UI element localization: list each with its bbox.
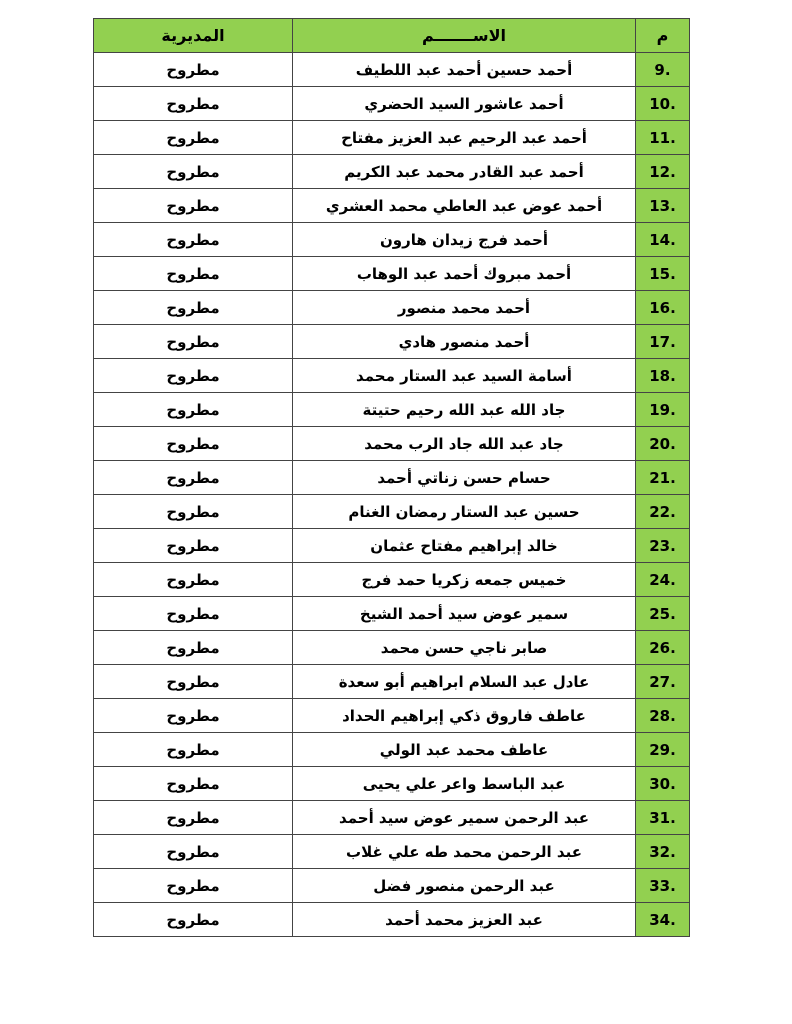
row-directorate: مطروح [94,53,293,87]
table-row [94,869,690,903]
row-number: 30. [636,767,690,801]
row-directorate: مطروح [94,631,293,665]
header-row [94,19,690,53]
row-name: أسامة السيد عبد الستار محمد [293,359,636,393]
row-name: صابر ناجي حسن محمد [293,631,636,665]
row-number: 28. [636,699,690,733]
row-number: 23. [636,529,690,563]
row-directorate: مطروح [94,359,293,393]
table-row [94,665,690,699]
row-name: حسين عبد الستار رمضان الغنام [293,495,636,529]
row-number: 32. [636,835,690,869]
table-row [94,325,690,359]
header-directorate: المديرية [94,19,293,53]
table-row [94,597,690,631]
table-row [94,53,690,87]
row-name: حسام حسن زناتي أحمد [293,461,636,495]
row-directorate: مطروح [94,427,293,461]
row-name: أحمد عوض عبد العاطي محمد العشري [293,189,636,223]
header-num: م [636,19,690,53]
row-directorate: مطروح [94,495,293,529]
table-row [94,903,690,937]
header-name: الاســـــــم [293,19,636,53]
row-directorate: مطروح [94,529,293,563]
row-number: 27. [636,665,690,699]
row-number: 9. [636,53,690,87]
row-directorate: مطروح [94,869,293,903]
row-number: 26. [636,631,690,665]
row-name: عبد الرحمن منصور فضل [293,869,636,903]
row-number: 25. [636,597,690,631]
row-directorate: مطروح [94,393,293,427]
table-row [94,835,690,869]
row-directorate: مطروح [94,325,293,359]
row-name: جاد الله عبد الله رحيم حتيتة [293,393,636,427]
row-number: 11. [636,121,690,155]
row-name: جاد عبد الله جاد الرب محمد [293,427,636,461]
row-directorate: مطروح [94,699,293,733]
row-name: عبد العزيز محمد أحمد [293,903,636,937]
row-directorate: مطروح [94,563,293,597]
row-name: عادل عبد السلام ابراهيم أبو سعدة [293,665,636,699]
row-number: 29. [636,733,690,767]
row-number: 31. [636,801,690,835]
row-name: عاطف فاروق ذكي إبراهيم الحداد [293,699,636,733]
row-name: عبد الرحمن محمد طه علي غلاب [293,835,636,869]
row-name: أحمد مبروك أحمد عبد الوهاب [293,257,636,291]
row-directorate: مطروح [94,835,293,869]
row-name: أحمد منصور هادي [293,325,636,359]
row-number: 15. [636,257,690,291]
table-row [94,801,690,835]
table-row [94,291,690,325]
row-directorate: مطروح [94,665,293,699]
row-directorate: مطروح [94,189,293,223]
row-directorate: مطروح [94,87,293,121]
row-number: 14. [636,223,690,257]
row-number: 10. [636,87,690,121]
row-name: أحمد عبد الرحيم عبد العزيز مفتاح [293,121,636,155]
row-number: 21. [636,461,690,495]
row-number: 24. [636,563,690,597]
row-number: 13. [636,189,690,223]
row-directorate: مطروح [94,767,293,801]
row-directorate: مطروح [94,121,293,155]
row-name: أحمد فرج زيدان هارون [293,223,636,257]
table-row [94,121,690,155]
row-number: 22. [636,495,690,529]
row-directorate: مطروح [94,291,293,325]
row-number: 17. [636,325,690,359]
row-directorate: مطروح [94,155,293,189]
row-number: 16. [636,291,690,325]
row-name: عبد الرحمن سمير عوض سيد أحمد [293,801,636,835]
row-name: خالد إبراهيم مفتاح عثمان [293,529,636,563]
row-name: أحمد عبد القادر محمد عبد الكريم [293,155,636,189]
row-number: 20. [636,427,690,461]
table-row [94,529,690,563]
roster-body [94,53,690,937]
row-number: 19. [636,393,690,427]
roster-table [93,18,690,937]
row-name: عبد الباسط واعر علي يحيى [293,767,636,801]
row-number: 33. [636,869,690,903]
table-row [94,189,690,223]
row-directorate: مطروح [94,223,293,257]
row-directorate: مطروح [94,597,293,631]
table-row [94,87,690,121]
table-row [94,257,690,291]
table-row [94,155,690,189]
table-row [94,495,690,529]
row-number: 34. [636,903,690,937]
table-row [94,393,690,427]
table-row [94,733,690,767]
row-name: أحمد حسين أحمد عبد اللطيف [293,53,636,87]
table-row [94,427,690,461]
row-directorate: مطروح [94,733,293,767]
table-row [94,359,690,393]
row-directorate: مطروح [94,257,293,291]
row-name: أحمد عاشور السيد الحضري [293,87,636,121]
table-row [94,461,690,495]
row-number: 12. [636,155,690,189]
table-row [94,767,690,801]
table-row [94,699,690,733]
row-directorate: مطروح [94,903,293,937]
row-name: عاطف محمد عبد الولي [293,733,636,767]
table-row [94,223,690,257]
row-name: خميس جمعه زكريا حمد فرج [293,563,636,597]
row-number: 18. [636,359,690,393]
table-row [94,631,690,665]
row-directorate: مطروح [94,801,293,835]
table-row [94,563,690,597]
row-name: سمير عوض سيد أحمد الشيخ [293,597,636,631]
row-name: أحمد محمد منصور [293,291,636,325]
row-directorate: مطروح [94,461,293,495]
